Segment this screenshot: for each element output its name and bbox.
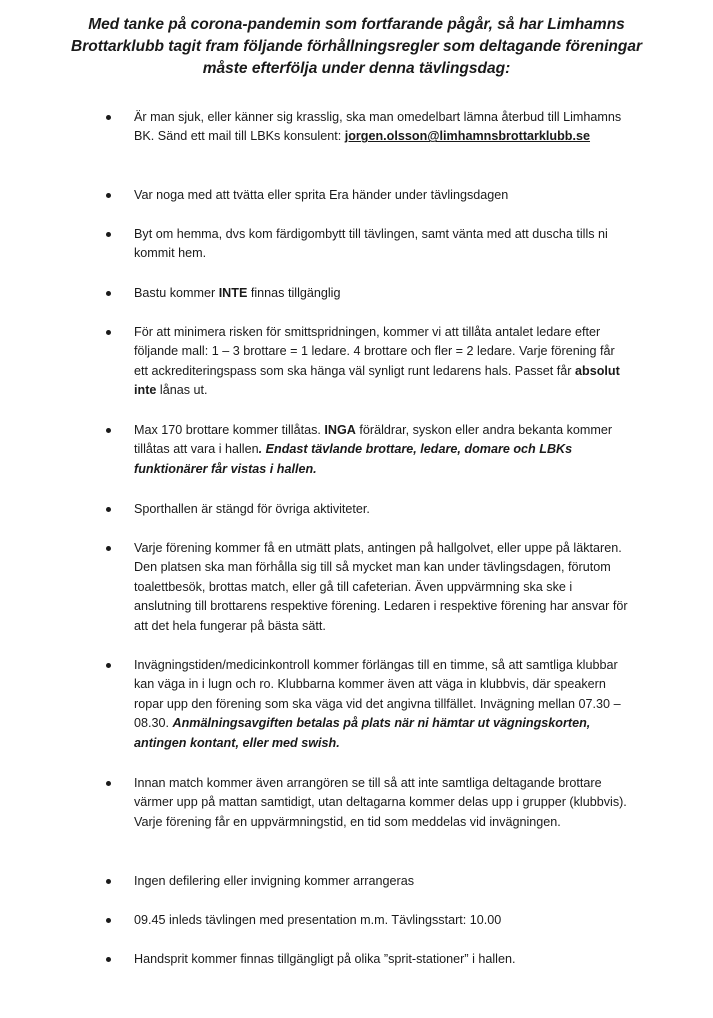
list-item-hand-sanitizer [110,950,630,969]
list-item-start-time [110,911,630,930]
rule-text: Varje förening kommer få en utmätt plats, antingen på hallgolvet, eller uppe på läktaren. Den platsen ska man förhålla sig till så mycket man kan under tävlingsdagen, förutom toalettbesök, brottas match, eller gå till cafeterian. Även uppvärmning ska ske i anslutning till brottarens respektive förening. Ledaren i respektive förening har ansvar för att det hela fungerar på bästa sätt. [134,541,628,633]
list-item-max-wrestlers [110,421,630,479]
bullet [106,663,111,668]
list-item-wash-hands [110,186,630,205]
bullet [106,291,111,296]
list-item-leaders [110,323,630,401]
bullet [106,781,111,786]
bullet [106,330,111,335]
list-item-assigned-place [110,539,630,636]
bullet [106,546,111,551]
bullet [106,957,111,962]
bullet [106,232,111,237]
rule-text: Invägningstiden/medicinkontroll kommer förlängas till en timme, så att samtliga klubbar kan väga in i lugn och ro. Klubbarna kommer även att väga in klubbvis, där speakern ropar upp den förening som ska väga vid det angivna tillfället. Invägning mellan 07.30 – 08.30. Anmälningsavgiften betalas på plats när ni hämtar ut vägningskorten, antingen kontant, eller med swish. [134,658,621,750]
rule-text: Byt om hemma, dvs kom färdigombytt till tävlingen, samt vänta med att duscha tills ni kommit hem. [134,227,608,261]
rule-text: Innan match kommer även arrangören se till så att inte samtliga deltagande brottare värmer upp på mattan samtidigt, utan deltagarna kommer delas upp i grupper (klubbvis). Varje förening får en uppvärmningstid, en tid som meddelas vid invägningen. [134,776,627,829]
rule-text: Bastu kommer INTE finnas tillgänglig [134,286,341,300]
rule-text: 09.45 inleds tävlingen med presentation m.m. Tävlingsstart: 10.00 [134,913,502,927]
bullet [106,428,111,433]
rule-text: Var noga med att tvätta eller sprita Era händer under tävlingsdagen [134,188,509,202]
document-heading: Med tanke på corona-pandemin som fortfarande pågår, så har Limhamns Brottarklubb tagit fram följande förhållningsregler som deltagande föreningar måste efterfölja under denna tävlingsdag: [71,16,642,77]
rule-text: Max 170 brottare kommer tillåtas. INGA föräldrar, syskon eller andra bekanta kommer tillåtas att vara i hallen. Endast tävlande brottare, ledare, domare och LBKs funktionärer får vistas i hallen. [134,423,613,476]
bullet [106,193,111,198]
list-item-change-at-home [110,225,630,264]
bullet [106,507,111,512]
list-item-sauna [110,284,630,303]
rule-text: Sporthallen är stängd för övriga aktiviteter. [134,502,370,516]
rule-text: Ingen defilering eller invigning kommer arrangeras [134,874,415,888]
list-item-no-ceremony [110,872,630,891]
rule-text: Handsprit kommer finnas tillgängligt på olika ”sprit-stationer” i hallen. [134,952,516,966]
list-item-weigh-in [110,656,630,753]
bullet [106,918,111,923]
list-item-hall-closed [110,500,630,519]
bullet [106,879,111,884]
bullet [106,115,111,120]
rule-text: För att minimera risken för smittspridningen, kommer vi att tillåta antalet ledare efter följande mall: 1 – 3 brottare = 1 ledare. 4 brottare och fler = 2 ledare. Varje förening får ett ackrediteringspass som ska hänga väl synligt runt ledarens hals. Passet får absolut inte lånas ut. [134,325,620,398]
email-link[interactable]: jorgen.olsson@limhamnsbrottarklubb.se [344,129,591,144]
list-item-sick-notice [110,108,630,147]
rule-text: Är man sjuk, eller känner sig krasslig, ska man omedelbart lämna återbud till Limhamns BK. Sänd ett mail till LBKs konsulent: jorgen.olsson@limhamnsbrottarklubb.se [134,110,622,144]
list-item-warm-up [110,774,630,832]
